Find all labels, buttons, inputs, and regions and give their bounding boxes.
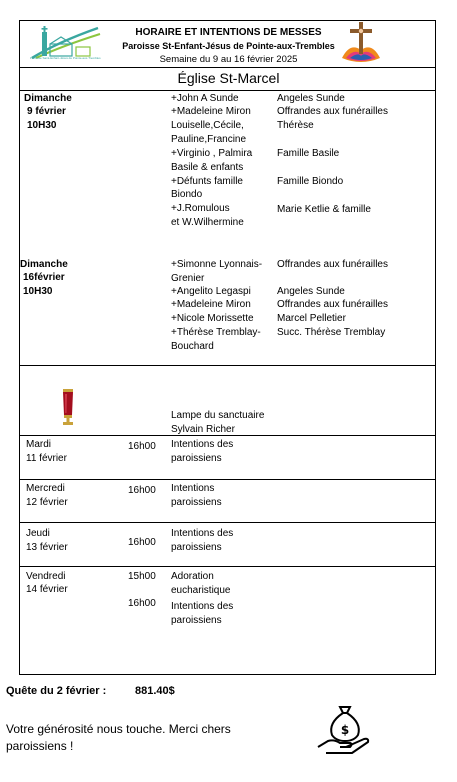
sunday2-time: 10H30 (23, 286, 53, 297)
collection-amount: 881.40$ (135, 685, 175, 697)
sanctuary-lamp-label: Lampe du sanctuaire (171, 410, 265, 421)
wednesday-date: 12 février (26, 497, 68, 508)
sunday2-date: 16février (23, 272, 65, 283)
svg-text:$: $ (340, 723, 350, 737)
sunday1-offered-2b: Thérèse (277, 120, 314, 131)
tuesday-time: 16h00 (128, 441, 156, 452)
left-logo-caption: Paroisse Saint-Enfant-Jésus de Pointe-aux-Trembles (30, 56, 101, 60)
thanks-line-2: paroissiens ! (6, 739, 74, 753)
friday-day: Vendredi (26, 571, 66, 582)
friday-text-2: Intentions des (171, 601, 234, 612)
sunday2-offered-2: Angeles Sunde (277, 286, 345, 297)
parish-name: Paroisse St-Enfant-Jésus de Pointe-aux-Trembles (122, 41, 335, 51)
sunday1-intention-2: +Madeleine Miron (171, 106, 251, 117)
sunday2-intention-5b: Bouchard (171, 341, 214, 352)
sunday1-intention-3: +Virginio , Palmira (171, 148, 253, 159)
sunday2-day: Dimanche (20, 259, 68, 270)
sunday1-intention-5: +J.Romulous (171, 203, 230, 214)
sunday1-offered-3: Famille Basile (277, 148, 340, 159)
sunday2-intention-4: +Nicole Morissette (171, 313, 254, 324)
friday-date: 14 février (26, 584, 68, 595)
sunday1-offered-4: Famille Biondo (277, 176, 344, 187)
collection-label: Quête du 2 février : (6, 685, 107, 697)
sunday1-offered-2: Offrandes aux funérailles (277, 106, 388, 117)
sunday1-intention-4: +Défunts famille (171, 176, 243, 187)
sunday1-day: Dimanche (24, 93, 72, 104)
sunday2-offered-5: Succ. Thérèse Tremblay (277, 327, 386, 338)
sunday2-offered-1: Offrandes aux funérailles (277, 259, 388, 270)
divider-sunday2-end (19, 365, 436, 366)
wednesday-time: 16h00 (128, 485, 156, 496)
sunday2-intention-3: +Madeleine Miron (171, 299, 251, 310)
tuesday-date: 11 février (26, 453, 67, 464)
sunday2-intention-5: +Thérèse Tremblay- (171, 327, 261, 338)
sunday1-intention-2b: Louiselle,Cécile, (171, 120, 244, 131)
sunday1-time: 10H30 (27, 120, 57, 131)
divider-thursday-end (19, 566, 436, 567)
sanctuary-lamp-icon (60, 389, 76, 425)
sunday1-date: 9 février (27, 106, 66, 117)
money-bag-hand-icon (316, 703, 374, 755)
sunday1-offered-1: Angeles Sunde (277, 93, 345, 104)
wednesday-day: Mercredi (26, 483, 65, 494)
thursday-time: 16h00 (128, 537, 156, 548)
divider-church (19, 90, 436, 91)
divider-header (19, 67, 436, 68)
page-title: HORAIRE ET INTENTIONS DE MESSES (135, 27, 322, 38)
thursday-date: 13 février (26, 542, 68, 553)
divider-wednesday-end (19, 522, 436, 523)
thursday-day: Jeudi (26, 528, 50, 539)
sunday2-intention-1b: Grenier (171, 273, 205, 284)
church-name: Église St-Marcel (177, 70, 280, 86)
sanctuary-lamp-name: Sylvain Richer (171, 424, 235, 435)
thursday-text-2: paroissiens (171, 542, 222, 553)
sunday2-intention-2: +Angelito Legaspi (171, 286, 251, 297)
sunday1-intention-1: +John A Sunde (171, 93, 239, 104)
friday-text-1b: eucharistique (171, 585, 231, 596)
sunday1-intention-5b: et W.Wilhermine (171, 217, 244, 228)
sunday2-offered-3: Offrandes aux funérailles (277, 299, 388, 310)
sunday1-intention-4b: Biondo (171, 189, 203, 200)
friday-time-2: 16h00 (128, 598, 156, 609)
wednesday-text-1: Intentions (171, 483, 215, 494)
tuesday-text-2: paroissiens (171, 453, 222, 464)
tuesday-day: Mardi (26, 439, 52, 450)
sunday1-intention-3b: Basile & enfants (171, 162, 244, 173)
sunday2-offered-4: Marcel Pelletier (277, 313, 346, 324)
wednesday-text-2: paroissiens (171, 497, 222, 508)
divider-tuesday-end (19, 479, 436, 480)
tuesday-text-1: Intentions des (171, 439, 234, 450)
sunday2-intention-1: +Simonne Lyonnais- (171, 259, 263, 270)
thursday-text-1: Intentions des (171, 528, 234, 539)
friday-text-2b: paroissiens (171, 615, 222, 626)
week-range: Semaine du 9 au 16 février 2025 (159, 54, 298, 65)
friday-time-1: 15h00 (128, 571, 156, 582)
sunday1-offered-5: Marie Ketlie & famille (277, 204, 371, 215)
cross-flame-logo-icon (336, 20, 386, 66)
thanks-line-1: Votre générosité nous touche. Merci chers (6, 722, 231, 736)
friday-text-1: Adoration (171, 571, 214, 582)
sunday1-intention-2c: Pauline,Francine (171, 134, 247, 145)
